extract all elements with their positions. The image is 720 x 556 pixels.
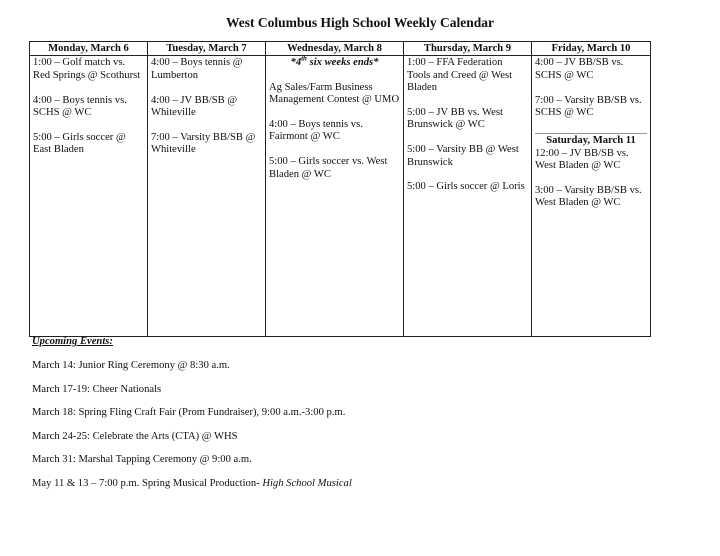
day-cell-monday xyxy=(30,56,148,337)
weekly-calendar-table xyxy=(29,41,651,337)
six-weeks-note-suffix: six weeks ends* xyxy=(306,57,379,69)
upcoming-event-item: March 18: Spring Fling Craft Fair (Prom Fundraiser), 9:00 a.m.-3:00 p.m. xyxy=(32,407,346,418)
upcoming-events-heading: Upcoming Events: xyxy=(32,336,113,347)
event-item: 1:00 – FFA Federation Tools and Creed @ West Bladen xyxy=(407,57,513,94)
event-item: 4:00 – JV BB/SB vs. SCHS @ WC xyxy=(535,57,624,81)
event-item: 4:00 – JV BB/SB @ Whiteville xyxy=(151,94,238,119)
day-header-tuesday: Tuesday, March 7 xyxy=(148,42,266,56)
upcoming-event-item: March 24-25: Celebrate the Arts (CTA) @ WHS xyxy=(32,431,238,442)
upcoming-event-item-musical xyxy=(32,478,352,489)
event-item: 5:00 – Girls soccer vs. West Bladen @ WC xyxy=(269,156,388,180)
event-item: 5:00 – Girls soccer @ East Bladen xyxy=(33,131,126,156)
day-cell-tuesday xyxy=(148,56,266,337)
day-header-wednesday: Wednesday, March 8 xyxy=(266,42,404,56)
musical-title: High School Musical xyxy=(262,478,352,489)
event-item: 7:00 – Varsity BB/SB @ Whiteville xyxy=(151,131,256,156)
calendar-title: West Columbus High School Weekly Calendar xyxy=(226,15,494,30)
six-weeks-note xyxy=(269,54,400,69)
upcoming-event-item: March 31: Marshal Tapping Ceremony @ 9:00 a.m. xyxy=(32,454,252,465)
day-header-monday: Monday, March 6 xyxy=(30,42,148,56)
calendar-header-row xyxy=(30,42,651,56)
saturday-divider xyxy=(535,133,647,134)
event-item: 12:00 – JV BB/SB vs. West Bladen @ WC xyxy=(535,147,629,172)
event-item: Ag Sales/Farm Business Management Contest @ UMO xyxy=(269,81,400,106)
event-item: 3:00 – Varsity BB/SB vs. West Bladen @ WC xyxy=(535,185,642,209)
event-item: 5:00 – JV BB vs. West Brunswick @ WC xyxy=(407,107,503,131)
event-item: 7:00 – Varsity BB/SB vs. SCHS @ WC xyxy=(535,94,642,119)
upcoming-event-item: March 14: Junior Ring Ceremony @ 8:30 a.m. xyxy=(32,360,230,371)
event-item: 1:00 – Golf match vs. Red Springs @ Scothurst xyxy=(33,57,141,81)
day-header-thursday: Thursday, March 9 xyxy=(404,42,532,56)
calendar-events-row xyxy=(30,56,651,337)
event-item: 5:00 – Girls soccer @ Loris xyxy=(407,181,525,193)
musical-event-text: May 11 & 13 – 7:00 p.m. Spring Musical Production- xyxy=(32,478,263,489)
event-item: 4:00 – Boys tennis vs. SCHS @ WC xyxy=(33,94,127,119)
day-cell-thursday xyxy=(404,56,532,337)
event-item: 5:00 – Varsity BB @ West Brunswick xyxy=(407,144,519,168)
event-item: 4:00 – Boys tennis vs. Fairmont @ WC xyxy=(269,119,363,143)
six-weeks-note-sup: th xyxy=(301,54,307,63)
day-cell-wednesday xyxy=(266,56,404,337)
upcoming-events-section xyxy=(32,336,113,347)
day-header-friday: Friday, March 10 xyxy=(532,42,651,56)
six-weeks-note-prefix: *4 xyxy=(290,57,302,69)
upcoming-event-item: March 17-19: Cheer Nationals xyxy=(32,384,162,395)
event-item: 4:00 – Boys tennis @ Lumberton xyxy=(151,57,243,81)
day-cell-friday xyxy=(532,56,651,337)
day-header-saturday: Saturday, March 11 xyxy=(546,135,636,147)
